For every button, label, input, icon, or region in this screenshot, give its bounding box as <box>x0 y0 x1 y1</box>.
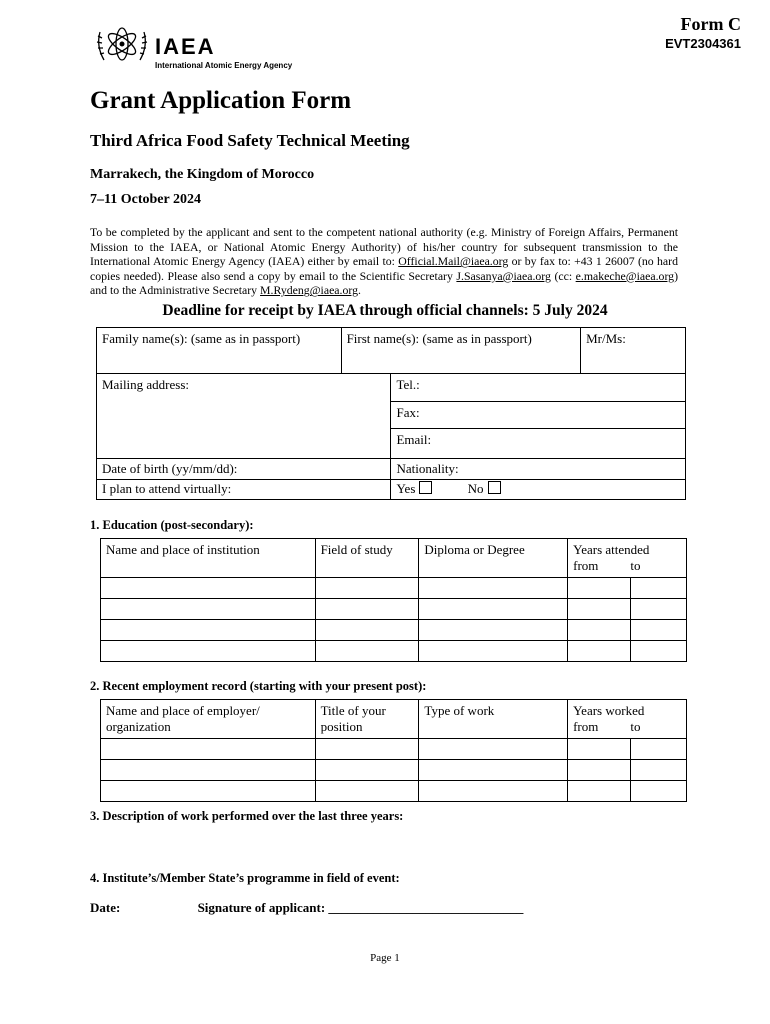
table-row[interactable] <box>101 781 687 802</box>
dob-field[interactable]: Date of birth (yy/mm/dd): <box>97 459 391 480</box>
table-row[interactable] <box>101 620 687 641</box>
event-code: EVT2304361 <box>665 36 741 51</box>
mailing-address-field[interactable]: Mailing address: <box>97 374 391 459</box>
scientific-secretary-link[interactable]: J.Sasanya@iaea.org <box>456 268 551 283</box>
education-heading: 1. Education (post-secondary): <box>90 518 254 532</box>
edu-col-institution: Name and place of institution <box>101 539 316 578</box>
section-4-heading: 4. Institute’s/Member State’s programme in field of event: <box>90 871 400 885</box>
virtual-attendance-options <box>391 480 686 500</box>
table-row[interactable] <box>101 599 687 620</box>
education-table <box>100 538 687 662</box>
org-full-name: International Atomic Energy Agency <box>155 61 293 70</box>
cc-email-link[interactable]: e.makeche@iaea.org <box>575 268 675 283</box>
employment-heading: 2. Recent employment record (starting with your present post): <box>90 679 427 693</box>
table-row[interactable] <box>101 641 687 662</box>
admin-secretary-link[interactable]: M.Rydeng@iaea.org <box>260 283 359 298</box>
first-name-field[interactable]: First name(s): (same as in passport) <box>341 328 581 374</box>
fax-field[interactable]: Fax: <box>391 402 686 429</box>
official-mail-link[interactable]: Official.Mail@iaea.org <box>398 254 509 269</box>
form-label: Form C <box>680 14 741 34</box>
deadline-notice: Deadline for receipt by IAEA through official channels: 5 July 2024 <box>162 302 608 319</box>
mr-ms-field[interactable]: Mr/Ms: <box>581 328 686 374</box>
no-checkbox[interactable] <box>488 481 501 494</box>
tel-field[interactable]: Tel.: <box>391 374 686 402</box>
emp-col-title: Title of your position <box>315 700 419 739</box>
signature-field[interactable]: Signature of applicant: ______________________________ <box>197 900 524 915</box>
email-field[interactable]: Email: <box>391 429 686 459</box>
meeting-location: Marrakech, the Kingdom of Morocco <box>90 167 315 182</box>
yes-checkbox[interactable] <box>419 481 432 494</box>
no-label: No <box>467 481 484 496</box>
iaea-emblem-icon <box>92 22 152 70</box>
table-row[interactable] <box>101 739 687 760</box>
edu-col-years: Years attended from to <box>568 539 687 578</box>
family-name-field[interactable]: Family name(s): (same as in passport) <box>97 328 342 374</box>
employment-table <box>100 699 687 802</box>
page-title: Grant Application Form <box>90 87 352 114</box>
virtual-attendance-label: I plan to attend virtually: <box>97 480 391 500</box>
edu-col-field: Field of study <box>315 539 419 578</box>
emp-col-years: Years worked from to <box>568 700 687 739</box>
yes-label: Yes <box>396 481 416 496</box>
page-number: Page 1 <box>370 952 400 964</box>
edu-col-degree: Diploma or Degree <box>419 539 568 578</box>
meeting-title: Third Africa Food Safety Technical Meeting <box>90 131 410 150</box>
instructions-paragraph: To be completed by the applicant and sent to the competent national authority (e.g. Ministry of Foreign Affairs, Permanent Mission to the IAEA, or National Atomic Energy Authority) of his/her country for subsequent transmission to the International Atomic Energy Agency (IAEA) either by email to: Official.Mail@iaea.org or by fax to: +43 1 26007 (no hard copies needed). Please also send a copy by email to the Scientific Secretary J.Sasanya@iaea.org (cc: e.makeche@iaea.org) and to the Administrative Secretary M.Rydeng@iaea.org. <box>90 225 678 298</box>
emp-col-employer: Name and place of employer/ organization <box>101 700 316 739</box>
date-label[interactable]: Date: <box>90 900 121 915</box>
table-row[interactable] <box>101 760 687 781</box>
table-row[interactable] <box>101 578 687 599</box>
org-logo-text: IAEA <box>155 34 216 59</box>
nationality-field[interactable]: Nationality: <box>391 459 686 480</box>
emp-col-type: Type of work <box>419 700 568 739</box>
meeting-dates: 7–11 October 2024 <box>90 192 201 207</box>
personal-info-table <box>96 327 686 500</box>
signature-line <box>90 900 523 916</box>
section-3-heading: 3. Description of work performed over the last three years: <box>90 809 404 823</box>
